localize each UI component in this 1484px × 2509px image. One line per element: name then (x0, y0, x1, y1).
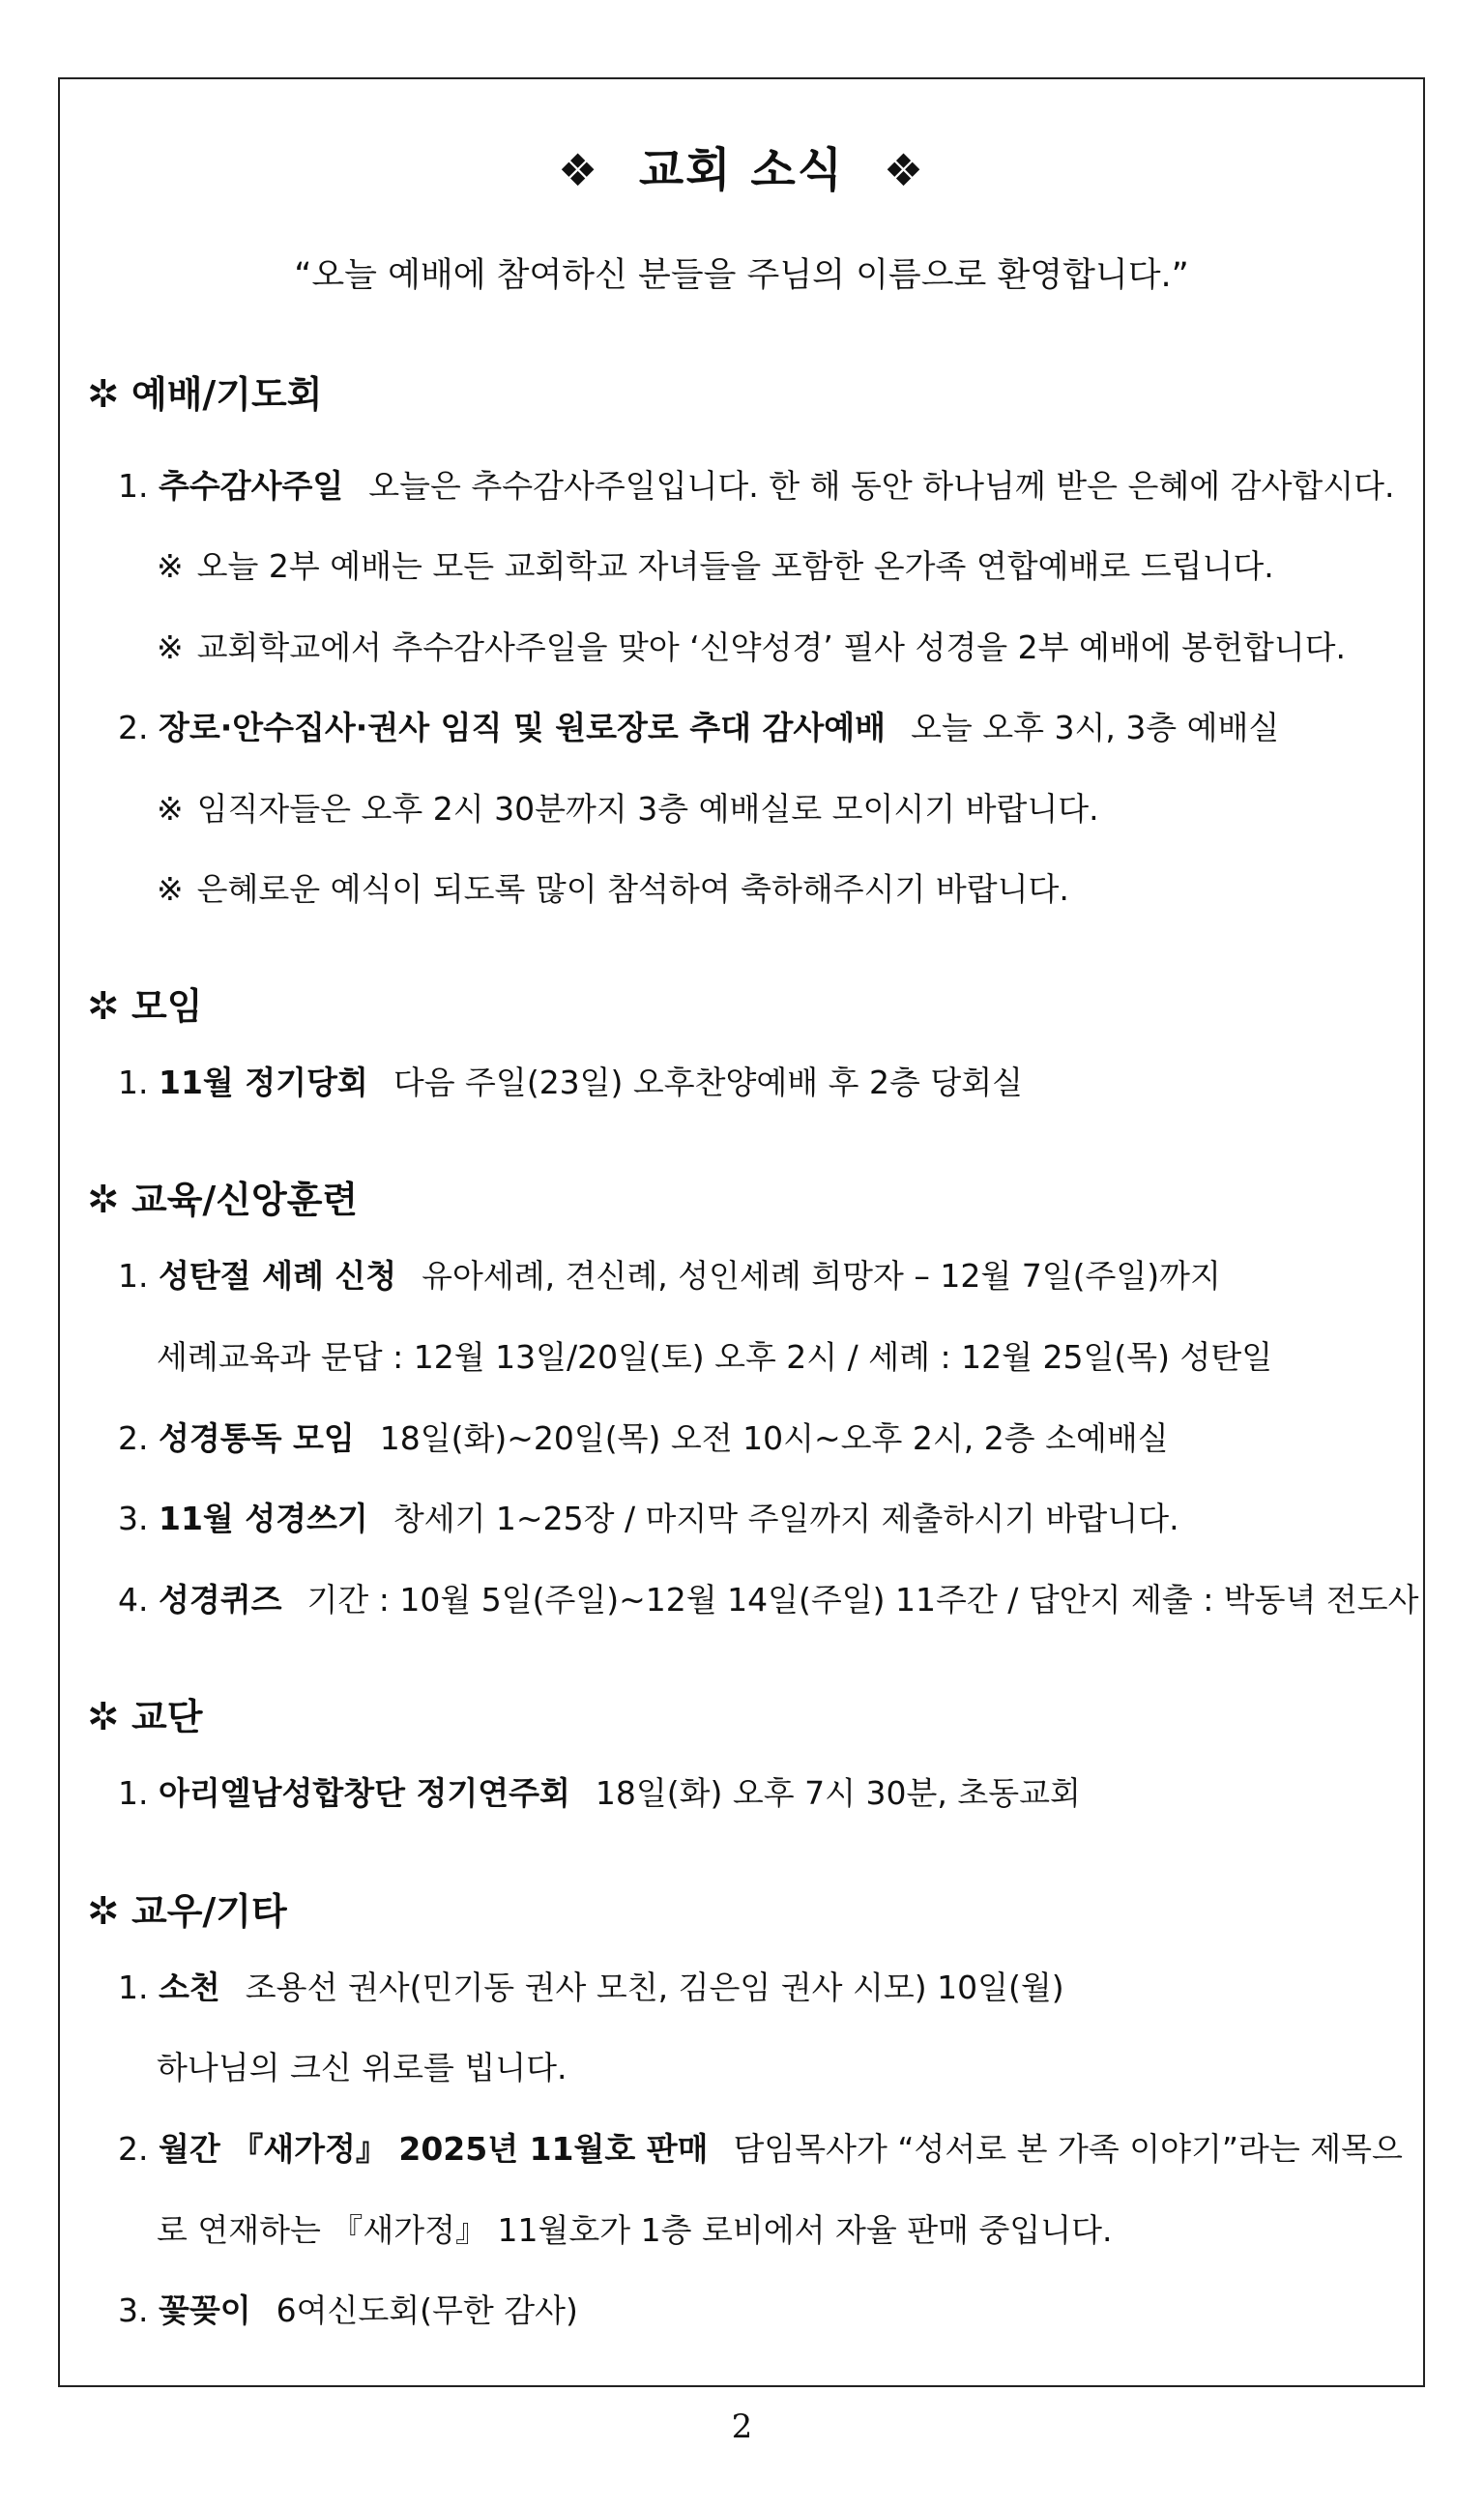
note-item (157, 784, 1099, 830)
asterisk-icon: ✲ (87, 1889, 120, 1934)
continuation-text: 로 연재하는 『새가정』 11월호가 1층 로비에서 자율 판매 중입니다. (157, 2211, 1113, 2249)
asterisk-icon: ✲ (87, 984, 120, 1029)
item-label: 성경퀴즈 (159, 1581, 282, 1619)
section-heading-education (87, 1170, 358, 1223)
ornament-icon: ❖ (557, 144, 600, 196)
note-item (157, 623, 1346, 668)
item-label: 성탄절 세례 신청 (159, 1257, 397, 1295)
item-text: 기간 : 10월 5일(주일)~12월 14일(주일) 11주간 / 답안지 제출 : 박동녁 전도사 (306, 1581, 1419, 1619)
item-number: 2. (118, 1419, 149, 1457)
ornament-icon: ❖ (883, 144, 926, 196)
item-number: 3. (118, 2291, 149, 2329)
item-label: 11월 성경쓰기 (159, 1500, 368, 1537)
item-text: 담임목사가 “성서로 본 가족 이야기”라는 제목으 (733, 2130, 1403, 2168)
section-title: 교단 (131, 1696, 203, 1738)
item-label: 꽃꽂이 (159, 2291, 251, 2329)
reference-mark-icon: ※ (157, 547, 184, 585)
item-label: 월간 『새가정』 2025년 11월호 판매 (159, 2130, 709, 2168)
item-number: 1. (118, 1774, 149, 1812)
item-number: 1. (118, 1064, 149, 1101)
asterisk-icon: ✲ (87, 372, 120, 417)
item-number: 1. (118, 1969, 149, 2006)
item-label: 소천 (159, 1969, 220, 2006)
item-text: 유아세례, 견신례, 성인세례 희망자 – 12월 7일(주일)까지 (422, 1257, 1221, 1295)
item-number: 1. (118, 1257, 149, 1295)
reference-mark-icon: ※ (157, 628, 184, 666)
reference-mark-icon: ※ (157, 870, 184, 908)
item-text: 18일(화) 오후 7시 30분, 초동교회 (595, 1774, 1081, 1812)
section-heading-denomination (87, 1687, 202, 1740)
list-item (118, 1575, 1419, 1620)
item-text: 조용선 권사(민기동 권사 모친, 김은임 권사 시모) 10일(월) (245, 1969, 1064, 2006)
list-item (118, 1414, 1169, 1459)
section-heading-members (87, 1882, 287, 1935)
item-number: 3. (118, 1500, 149, 1537)
item-label: 성경통독 모임 (159, 1419, 355, 1457)
list-item (118, 1058, 1023, 1103)
list-item (118, 2286, 578, 2331)
note-text: 임직자들은 오후 2시 30분까지 3층 예배실로 모이시기 바랍니다. (196, 790, 1099, 828)
asterisk-icon: ✲ (87, 1695, 120, 1739)
bulletin-frame (58, 77, 1425, 2387)
continuation-text: 하나님의 크신 위로를 빕니다. (157, 2049, 567, 2086)
section-title: 모임 (131, 985, 203, 1028)
note-text: 오늘 2부 예배는 모든 교회학교 자녀들을 포함한 온가족 연합예배로 드립니다. (196, 547, 1274, 585)
item-text: 창세기 1~25장 / 마지막 주일까지 제출하시기 바랍니다. (393, 1500, 1179, 1537)
item-text: 오늘은 추수감사주일입니다. 한 해 동안 하나님께 받은 은혜에 감사합시다. (368, 467, 1395, 505)
item-label: 아리엘남성합창단 정기연주회 (159, 1774, 570, 1812)
section-heading-meetings (87, 977, 202, 1030)
note-item (157, 541, 1274, 587)
item-number: 2. (118, 709, 149, 746)
continuation-text: 세례교육과 문답 : 12월 13일/20일(토) 오후 2시 / 세례 : 12월 25일(목) 성탄일 (157, 1338, 1273, 1376)
item-number: 1. (118, 467, 149, 505)
page-title (60, 132, 1423, 199)
section-title: 교육/신앙훈련 (131, 1179, 359, 1221)
title-text: 교회 소식 (638, 143, 845, 197)
item-label: 11월 정기당회 (159, 1064, 368, 1101)
section-title: 예배/기도회 (131, 373, 323, 416)
list-item (118, 1251, 1221, 1297)
item-text: 6여신도회(무한 감사) (276, 2291, 578, 2329)
list-item (118, 461, 1395, 507)
item-number: 4. (118, 1581, 149, 1619)
item-label: 추수감사주일 (159, 467, 344, 505)
list-item (118, 2124, 1403, 2170)
list-item (118, 1494, 1179, 1539)
item-number: 2. (118, 2130, 149, 2168)
item-label: 장로·안수집사·권사 임직 및 원로장로 추대 감사예배 (159, 709, 886, 746)
list-item (118, 1768, 1081, 1814)
asterisk-icon: ✲ (87, 1178, 120, 1222)
note-text: 교회학교에서 추수감사주일을 맞아 ‘신약성경’ 필사 성경을 2부 예배에 봉헌합니다. (196, 628, 1347, 666)
page-number: 2 (731, 2407, 753, 2446)
reference-mark-icon: ※ (157, 790, 184, 828)
item-text: 18일(화)~20일(목) 오전 10시~오후 2시, 2층 소예배실 (379, 1419, 1169, 1457)
item-text: 오늘 오후 3시, 3층 예배실 (910, 709, 1280, 746)
welcome-message: “오늘 예배에 참여하신 분들을 주님의 이름으로 환영합니다.” (294, 256, 1189, 295)
note-item (157, 864, 1069, 910)
note-text: 은혜로운 예식이 되도록 많이 참석하여 축하해주시기 바랍니다. (196, 870, 1069, 908)
section-heading-worship (87, 365, 322, 418)
section-title: 교우/기타 (131, 1890, 287, 1933)
list-item (118, 1963, 1064, 2008)
item-text: 다음 주일(23일) 오후찬양예배 후 2층 당회실 (393, 1064, 1024, 1101)
list-item (118, 703, 1279, 748)
